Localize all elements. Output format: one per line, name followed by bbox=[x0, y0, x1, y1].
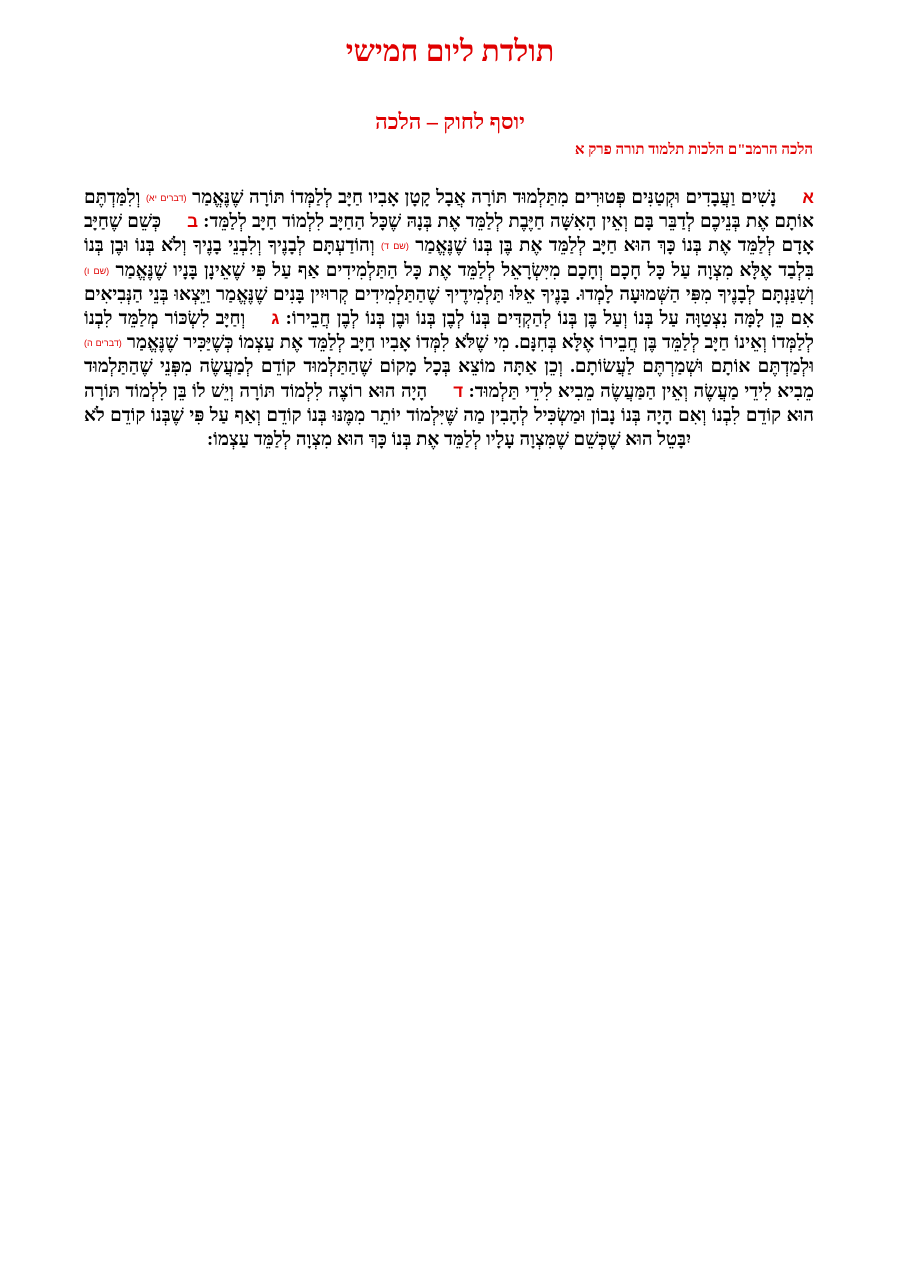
halacha-4-text-1: הָיָה הוּא רוֹצֶה לִלְמוֹד תּוֹרָה וְיֵשׁ לוֹ בֵּן לִלְמוֹד תּוֹרָה הוּא קוֹדֵם לִבְנוֹ וְאִם הָיָה בְּנוֹ נָבוֹן וּמַשְׂכִּיל לְהָבִין מַה שֶּׁיִּלְמוֹד יוֹתֵר מִמֶּנּוּ בְּנוֹ קוֹדֵם וְאַף עַל פִּי שֶׁבְּנוֹ קוֹדֵם לֹא יִבָּטֵל הוּא שֶׁכְּשֵׁם שֶׁמִּצְוָה עָלָיו לְלַמֵּד אֶת בְּנוֹ כָּךְ הוּא מִצְוָה לְלַמֵּד עַצְמוֹ: bbox=[84, 380, 814, 451]
halacha-3-text-1: וְחַיָּב לִשְׂכּוֹר מְלַמֵּד לִבְנוֹ לְלַמְּדוֹ וְאֵינוֹ חַיָּב לְלַמֵּד בֶּן חֲבֵירוֹ אֶלָּא בְּחִנָּם. מִי שֶׁלֹּא לִמְּדוֹ אָבִיו חַיָּב לְלַמֵּד אֶת עַצְמוֹ כְּשֶׁיַּכִּיר שֶׁנֶּאֱמַר bbox=[84, 308, 814, 354]
document-title: תולדת ליום חמישי bbox=[345, 35, 555, 68]
verse-reference: (שם ד) bbox=[381, 241, 409, 252]
verse-reference: (שם ו) bbox=[84, 265, 110, 276]
halacha-marker-1: א bbox=[802, 188, 814, 207]
halacha-1-text-1: נָשִׁים וַעֲבָדִים וּקְטַנִּים פְּטוּרִים מִתַּלְמוּד תּוֹרָה אֲבָל קָטָן אָבִיו חַיָּב לְלַמְּדוֹ תּוֹרָה שֶׁנֶּאֱמַר bbox=[186, 187, 777, 208]
halacha-2-text-3: וְשִׁנַּנְתָּם לְבָנֶיךָ מִפִּי הַשְּׁמוּעָה לָמְדוּ. בָּנֶיךָ אֵלּוּ תַּלְמִידֶיךָ שֶׁהַתַּלְמִידִים קְרוּיִין בָּנִים שֶׁנֶּאֱמַר וַיֵּצְאוּ בְּנֵי הַנְּבִיאִים אִם כֵּן לָמָּה נִצְטַוָּה עַל בְּנוֹ וְעַל בֶּן בְּנוֹ לְהַקְדִּים בְּנוֹ לְבֶן בְּנוֹ וּבֶן בְּנוֹ לְבֶן חֲבֵירוֹ: bbox=[84, 283, 815, 330]
halacha-marker-2: ב bbox=[187, 212, 198, 232]
halacha-body-text bbox=[84, 186, 814, 452]
source-reference: הלכה הרמב"ם הלכות תלמוד תורה פרק א bbox=[574, 142, 813, 158]
verse-reference: (דברים יא) bbox=[145, 193, 187, 203]
halacha-3-text-2: וּלְמַדְתֶּם אוֹתָם וּשְׁמַרְתֶּם לַעֲשׂוֹתָם. וְכֵן אַתָּה מוֹצֵא בְּכָל מָקוֹם שֶׁהַתַּלְמוּד קוֹדֵם לְמַעֲשֶׂה מִפְּנֵי שֶׁהַתַּלְמוּד מֵבִיא לִידֵי מַעֲשֶׂה וְאֵין הַמַּעֲשֶׂה מֵבִיא לִידֵי תַּלְמוּד: bbox=[84, 356, 814, 402]
halacha-1-text-2: וְלִמַּדְתֶּם אוֹתָם אֶת בְּנֵיכֶם לְדַבֵּר בָּם וְאֵין הָאִשָּׁה חַיֶּבֶת לְלַמֵּד אֶת בְּנָהּ שֶׁכָּל הַחַיָּב לִלְמוֹד חַיָּב לְלַמֵּד: bbox=[84, 187, 814, 233]
halacha-marker-4: ד bbox=[453, 381, 464, 401]
document-subtitle: יוסף לחוק – הלכה bbox=[375, 109, 525, 134]
halacha-2-text-1: כְּשֵׁם שֶׁחַיָּב אָדָם לְלַמֵּד אֶת בְּנוֹ כָּךְ הוּא חַיָּב לְלַמֵּד אֶת בֶּן בְּנוֹ שֶׁנֶּאֱמַר bbox=[84, 211, 815, 257]
verse-reference: (דברים ה) bbox=[84, 338, 122, 349]
halacha-2-text-2: וְהוֹדַעְתָּם לְבָנֶיךָ וְלִבְנֵי בָנֶיךָ וְלֹא בְּנוֹ וּבֶן בְּנוֹ בִּלְבַד אֶלָּא מִצְוָה עַל כָּל חָכָם וְחָכָם מִיִּשְׂרָאֵל לְלַמֵּד אֶת כָּל הַתַּלְמִידִים אַף עַל פִּי שֶׁאֵינָן בָּנָיו שֶׁנֶּאֱמַר bbox=[84, 235, 814, 281]
halacha-marker-3: ג bbox=[271, 309, 280, 329]
